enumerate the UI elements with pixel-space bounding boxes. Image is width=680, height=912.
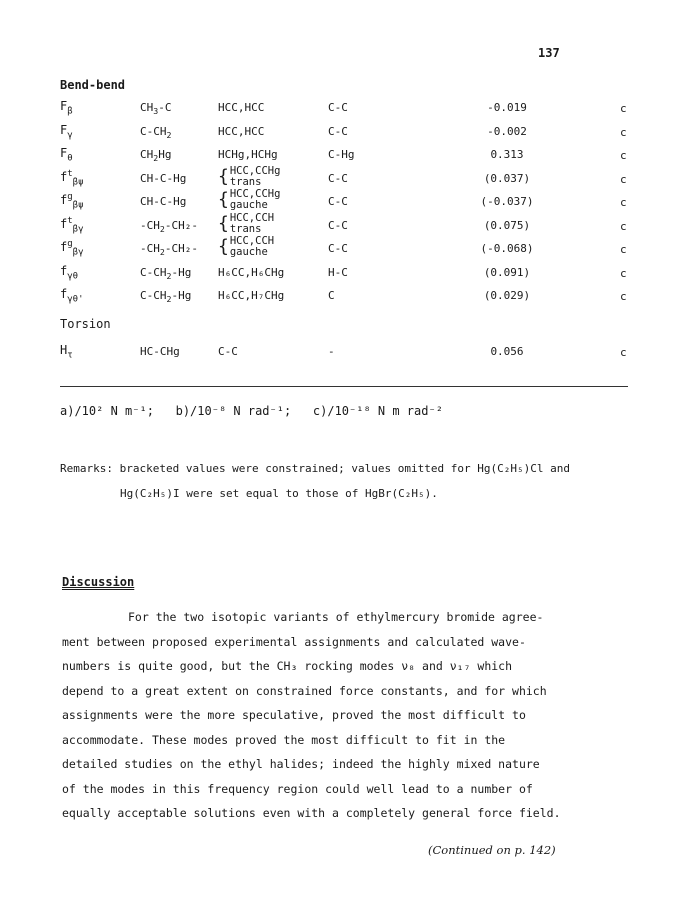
- symbol-letter: f: [60, 240, 68, 254]
- symbol-cell: [60, 192, 84, 211]
- table-row: [60, 164, 640, 192]
- int-part: -Hg: [171, 289, 192, 302]
- coord-line: HCC,HCC: [218, 124, 265, 138]
- symbol-superscript: g: [67, 192, 73, 202]
- coordinate-cell: C-C: [218, 345, 238, 358]
- value-cell: (0.037): [483, 171, 531, 185]
- bond-cell: C-C: [328, 195, 348, 208]
- symbol-cell: [60, 263, 79, 281]
- bond-cell: H-C: [328, 265, 348, 279]
- coord-line: H₆CC,H₇CHg: [218, 289, 285, 302]
- unit-c: c)/10⁻¹⁸ N m rad⁻²: [312, 404, 443, 418]
- bond-cell: C-C: [328, 171, 348, 185]
- symbol-cell: [60, 215, 84, 234]
- symbol-subscript: βψ: [72, 176, 84, 187]
- unit-ref-cell: c: [620, 346, 627, 359]
- int-part: C-CH: [140, 265, 167, 279]
- symbol-superscript: t: [67, 168, 73, 179]
- paragraph-line: equally acceptable solutions even with a completely general force field.: [62, 806, 561, 820]
- coordinate-cell: [218, 213, 274, 235]
- table-row: [60, 121, 640, 145]
- int-subscript: 2: [166, 129, 172, 140]
- brace-glyph: {: [218, 212, 229, 234]
- int-part: C-CH: [140, 289, 167, 302]
- int-part: CH: [140, 148, 154, 161]
- int-part: C-CH: [140, 124, 167, 138]
- symbol-letter: F: [60, 99, 68, 113]
- bond-cell: C: [328, 289, 335, 302]
- unit-b: b)/10⁻⁸ N rad⁻¹;: [175, 404, 292, 418]
- symbol-letter: f: [60, 169, 68, 184]
- internal-coordinate-cell: [140, 148, 172, 164]
- coord-line: HCC,CCHg: [229, 188, 281, 200]
- symbol-subscript: β: [67, 106, 73, 117]
- bond-cell: C-C: [328, 242, 348, 255]
- internal-coordinate-cell: [140, 289, 192, 305]
- paragraph-line: detailed studies on the ethyl halides; indeed the highly mixed nature: [62, 757, 540, 771]
- units-footnote: [60, 404, 443, 418]
- symbol-subscript: βγ: [72, 247, 84, 258]
- value-cell: -0.002: [487, 124, 527, 138]
- discussion-heading: Discussion: [62, 575, 135, 589]
- symbol-subscript: γ: [67, 129, 73, 140]
- coord-conformation: trans: [229, 175, 262, 188]
- int-part: -CH₂-: [164, 218, 198, 232]
- symbol-subscript: γθ': [67, 294, 84, 305]
- symbol-superscript: t: [67, 215, 73, 226]
- brace-glyph: {: [218, 189, 229, 210]
- coordinate-cell: [218, 125, 264, 138]
- unit-ref-cell: c: [620, 219, 627, 233]
- symbol-cell: [60, 168, 84, 187]
- coordinate-cell: [218, 289, 284, 302]
- int-part: -Hg: [171, 265, 192, 279]
- table-row: [60, 285, 640, 309]
- paragraph-line: ment between proposed experimental assignments and calculated wave-: [62, 634, 526, 649]
- symbol-letter: f: [60, 216, 68, 231]
- int-subscript: 2: [166, 294, 172, 305]
- unit-ref-cell: c: [620, 290, 627, 303]
- paragraph-line: depend to a great extent on constrained force constants, and for which: [62, 683, 547, 698]
- section-heading-bend-bend: Bend-bend: [60, 78, 126, 92]
- unit-ref-cell: c: [620, 172, 627, 186]
- continued-note: (Continued on p. 142): [428, 843, 556, 857]
- symbol-letter: F: [60, 122, 68, 137]
- table-row: [60, 235, 640, 262]
- int-part: CH-C-Hg: [140, 195, 187, 208]
- page-number: 137: [538, 46, 560, 60]
- int-part: -CH: [140, 218, 160, 232]
- coordinate-cell: [218, 266, 284, 279]
- bond-cell: C-Hg: [328, 148, 355, 161]
- value-cell: -0.019: [487, 101, 527, 114]
- table-rule: [60, 386, 628, 387]
- value-cell: (-0.037): [480, 195, 534, 208]
- int-subscript: 3: [153, 106, 159, 117]
- bond-cell: C-C: [328, 101, 348, 114]
- symbol-cell: [60, 287, 84, 305]
- coord-line: HCC,CCHg: [229, 164, 281, 177]
- symbol-superscript: g: [67, 239, 73, 249]
- coord-line: HCC,CCH: [229, 211, 275, 224]
- int-part: CH-C-Hg: [140, 171, 187, 185]
- symbol-cell: $H_\tau$: [60, 343, 73, 361]
- coord-line: H₆CC,H₆CHg: [218, 265, 285, 279]
- symbol-letter: f: [60, 193, 68, 207]
- int-part: -C: [158, 101, 172, 114]
- symbol-cell: [60, 239, 84, 258]
- symbol-letter: f: [60, 263, 68, 278]
- internal-coordinate-cell: [140, 125, 171, 138]
- symbol-letter: F: [60, 146, 68, 160]
- symbol-cell: [60, 99, 73, 117]
- internal-coordinate-cell: HC-CHg: [140, 345, 180, 358]
- internal-coordinate-cell: [140, 195, 186, 208]
- coordinate-cell: [218, 166, 280, 188]
- symbol-subscript: βγ: [72, 223, 84, 234]
- internal-coordinate-cell: [140, 172, 186, 185]
- internal-coordinate-cell: [140, 242, 198, 258]
- paragraph-line: of the modes in this frequency region could well lead to a number of: [62, 781, 533, 796]
- int-part: CH: [140, 101, 154, 114]
- unit-ref-cell: c: [620, 102, 627, 115]
- table-row: [60, 211, 640, 239]
- coordinate-cell: [218, 148, 278, 161]
- coord-line: HCC,CCH: [229, 235, 275, 247]
- int-part: -CH: [140, 242, 160, 255]
- coord-line: HCHg,HCHg: [218, 148, 278, 161]
- unit-ref-cell: c: [620, 149, 627, 162]
- remarks-line-1: Remarks: bracketed values were constrained; values omitted for Hg(C₂H₅)Cl and: [60, 462, 570, 475]
- coord-conformation: gauche: [229, 199, 268, 211]
- table-row: [60, 188, 640, 215]
- symbol-letter: f: [60, 287, 68, 301]
- value-cell: (-0.068): [480, 242, 534, 255]
- table-row: [60, 144, 640, 168]
- coord-conformation: trans: [229, 222, 262, 235]
- paragraph-line: assignments were the more speculative, proved the most difficult to: [62, 708, 526, 722]
- internal-coordinate-cell: [140, 266, 191, 279]
- value-cell: (0.075): [483, 218, 531, 232]
- symbol-cell: [60, 146, 73, 164]
- bond-cell: C-C: [328, 218, 348, 232]
- unit-ref-cell: c: [620, 125, 627, 139]
- coord-conformation: gauche: [229, 246, 268, 258]
- coordinate-cell: [218, 236, 274, 258]
- bond-cell: -: [328, 345, 335, 358]
- unit-ref-cell: c: [620, 266, 627, 280]
- unit-a: a)/10² N m⁻¹;: [60, 404, 154, 418]
- internal-coordinate-cell: [140, 219, 198, 232]
- paragraph-line: For the two isotopic variants of ethylmercury bromide agree-: [128, 610, 544, 624]
- symbol-cell: [60, 122, 73, 140]
- int-part: -CH₂-: [164, 242, 198, 255]
- int-subscript: 2: [159, 223, 165, 234]
- discussion-paragraph: [62, 605, 582, 826]
- coord-line: HCC,HCC: [218, 101, 265, 114]
- section-heading-torsion: Torsion: [60, 317, 111, 331]
- table-row: [60, 97, 640, 121]
- brace-glyph: {: [218, 236, 229, 257]
- unit-ref-cell: c: [620, 243, 627, 256]
- symbol-subscript: θ: [67, 153, 73, 164]
- int-subscript: 2: [166, 270, 172, 281]
- symbol-subscript: γθ: [67, 270, 79, 281]
- int-subscript: 2: [159, 247, 165, 258]
- table-row: [60, 262, 640, 286]
- coordinate-cell: [218, 189, 280, 211]
- paragraph-line: accommodate. These modes proved the most difficult to fit in the: [62, 732, 506, 747]
- unit-ref-cell: c: [620, 196, 627, 209]
- paragraph-line: numbers is quite good, but the CH₃ rocking modes ν₈ and ν₁₇ which: [62, 659, 513, 673]
- bond-cell: C-C: [328, 124, 348, 138]
- value-cell: (0.091): [483, 265, 531, 279]
- value-cell: 0.313: [490, 148, 524, 161]
- value-cell: (0.029): [483, 289, 531, 302]
- int-subscript: 2: [153, 153, 159, 164]
- internal-coordinate-cell: [140, 101, 172, 117]
- remarks-line-2: Hg(C₂H₅)I were set equal to those of HgBr(C₂H₅).: [120, 487, 438, 500]
- int-part: Hg: [158, 148, 172, 161]
- brace-glyph: {: [218, 165, 229, 187]
- coordinate-cell: [218, 101, 264, 114]
- table-row-torsion: [60, 341, 640, 365]
- symbol-subscript: βψ: [72, 200, 84, 211]
- value-cell: 0.056: [490, 345, 524, 358]
